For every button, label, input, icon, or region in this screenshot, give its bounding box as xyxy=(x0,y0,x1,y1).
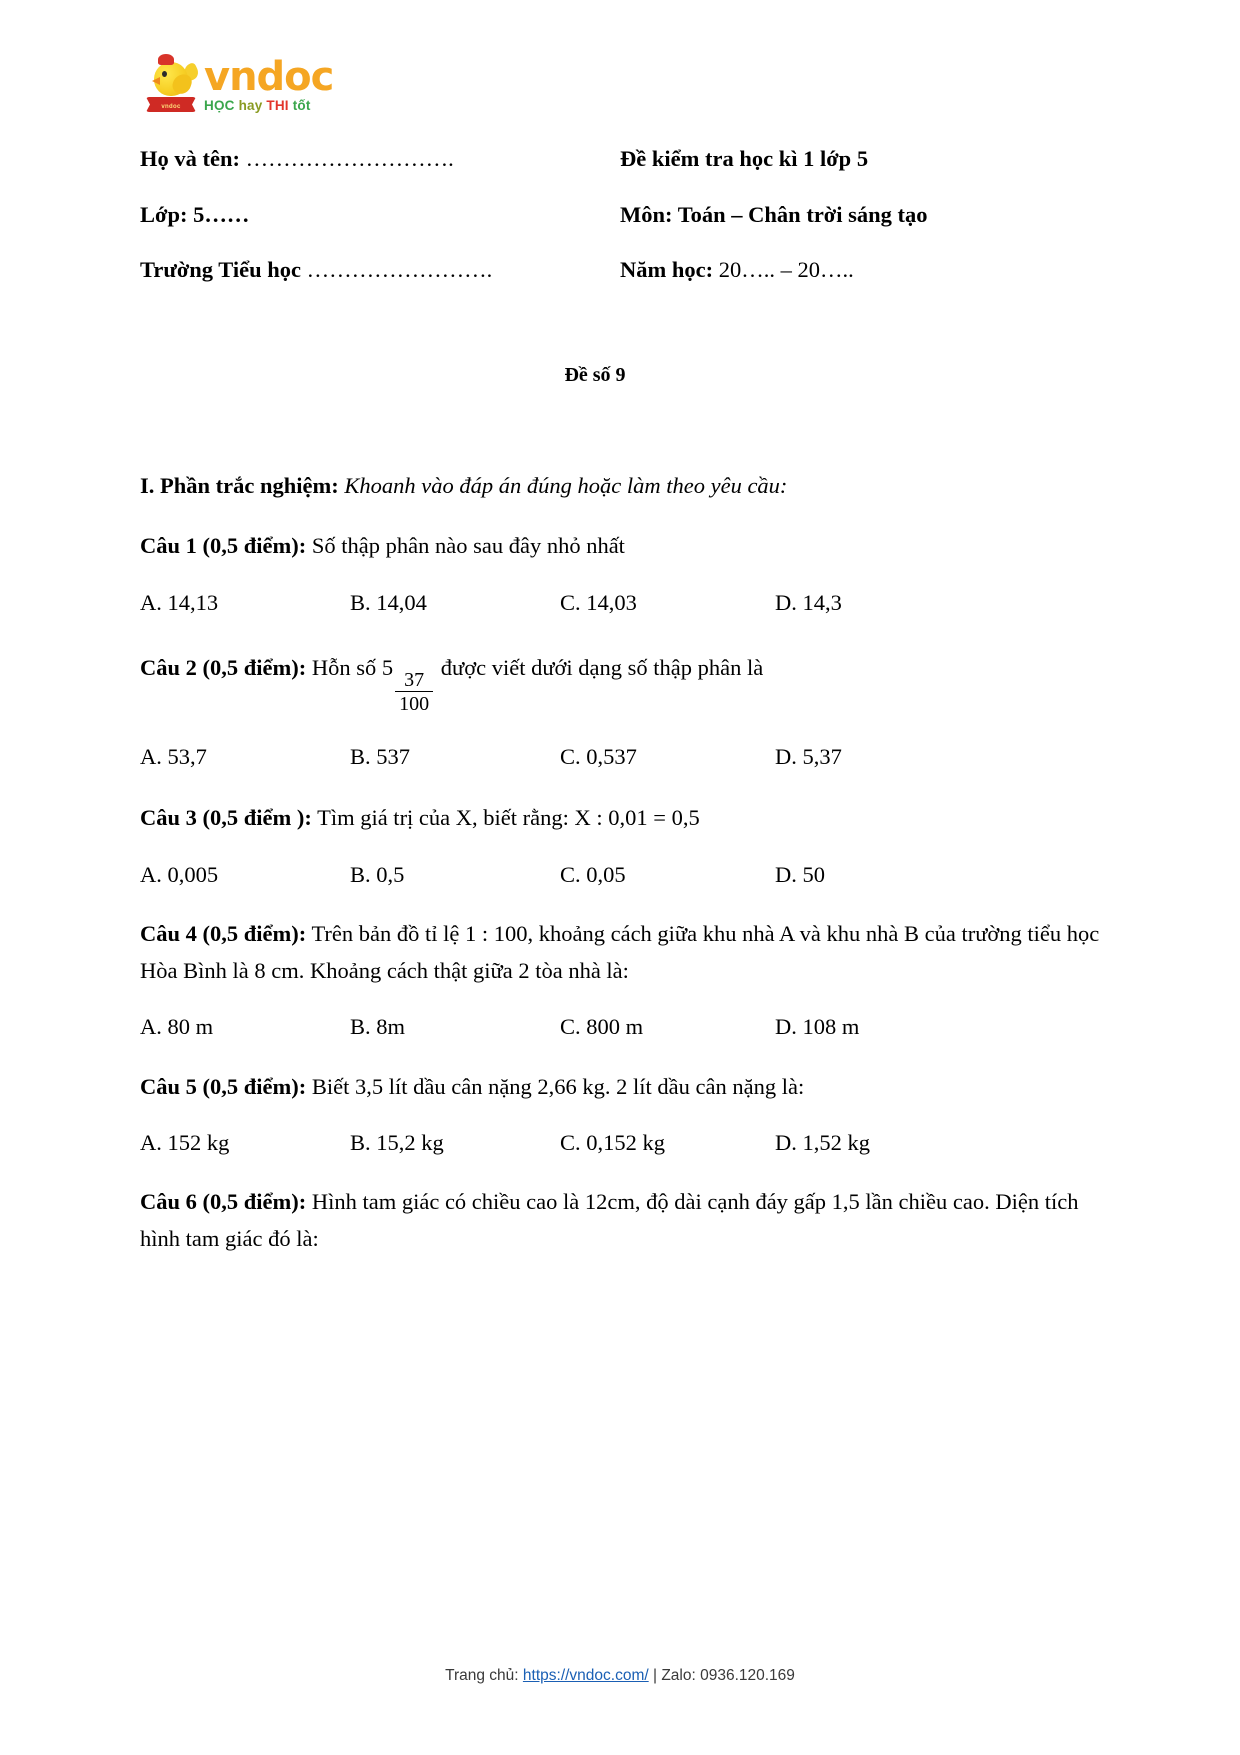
subject-value: Toán – Chân trời sáng tạo xyxy=(672,201,928,227)
subject-label: Môn: xyxy=(620,201,673,227)
header-row-class xyxy=(140,201,1100,227)
school-year-value: 20….. – 20….. xyxy=(713,257,854,282)
question-4-text: Trên bản đồ tỉ lệ 1 : 100, khoảng cách giữa khu nhà A và khu nhà B của trường tiểu học Hòa Bình là 8 cm. Khoảng cách thật giữa 2 tòa nhà là: xyxy=(140,921,1100,983)
question-2-label: Câu 2 (0,5 điểm): xyxy=(140,655,307,681)
section-heading xyxy=(140,473,1100,499)
logo-tagline-hoc: HỌC xyxy=(204,97,235,113)
question-5-option-d[interactable]: D. 1,52 kg xyxy=(775,1129,870,1155)
exam-header-info xyxy=(140,148,1100,282)
logo-ribbon-text: vndoc xyxy=(161,104,181,110)
question-1-options xyxy=(140,589,1100,615)
school-year-label: Năm học: xyxy=(620,257,714,282)
question-5-label: Câu 5 (0,5 điểm): xyxy=(140,1073,307,1099)
question-2-text-after: được viết dưới dạng số thập phân là xyxy=(435,655,764,681)
footer-prefix: Trang chủ: xyxy=(445,1667,523,1684)
question-3 xyxy=(140,800,1100,836)
question-2-option-d[interactable]: D. 5,37 xyxy=(775,743,842,769)
school-label: Trường Tiểu học xyxy=(140,257,301,282)
question-5-option-a[interactable]: A. 152 kg xyxy=(140,1129,230,1155)
question-4-option-b[interactable]: B. 8m xyxy=(350,1014,406,1040)
question-4-options xyxy=(140,1016,1100,1039)
section-label: I. Phần trắc nghiệm: xyxy=(140,472,339,498)
school-year-line xyxy=(620,259,854,282)
school-dots: ……………………. xyxy=(301,257,493,282)
question-1-option-c[interactable]: C. 14,03 xyxy=(560,589,637,615)
mixed-number-fraction xyxy=(395,670,433,714)
logo-tagline-hay: hay xyxy=(238,97,263,113)
question-6-text: Hình tam giác có chiều cao là 12cm, độ dài cạnh đáy gấp 1,5 lần chiều cao. Diện tích hình tam giác đó là: xyxy=(140,1189,1079,1251)
question-3-option-c[interactable]: C. 0,05 xyxy=(560,861,626,887)
question-2-option-b[interactable]: B. 537 xyxy=(350,743,411,769)
logo-tagline-thi: THI xyxy=(266,97,289,113)
subject-line xyxy=(620,201,928,227)
exam-title-line: Đề kiểm tra học kì 1 lớp 5 xyxy=(620,146,869,171)
exam-number-title: Đề số 9 xyxy=(564,363,626,386)
question-1-text: Số thập phân nào sau đây nhỏ nhất xyxy=(306,533,625,559)
question-1-option-b[interactable]: B. 14,04 xyxy=(350,589,427,615)
logo-tagline xyxy=(204,99,333,113)
chick-mascot-icon xyxy=(146,52,198,114)
question-6-label: Câu 6 (0,5 điểm): xyxy=(140,1189,307,1215)
footer-suffix: | Zalo: 0936.120.169 xyxy=(648,1667,795,1684)
question-3-option-b[interactable]: B. 0,5 xyxy=(350,861,405,887)
class-field: Lớp: 5…… xyxy=(140,201,250,227)
question-4 xyxy=(140,916,1100,989)
question-1-option-a[interactable]: A. 14,13 xyxy=(140,589,219,615)
question-5 xyxy=(140,1069,1100,1105)
question-2 xyxy=(140,650,1100,713)
header-row-name xyxy=(140,148,1100,171)
question-2-option-a[interactable]: A. 53,7 xyxy=(140,743,207,769)
header-row-school xyxy=(140,259,1100,282)
question-3-option-d[interactable]: D. 50 xyxy=(775,861,825,887)
question-3-text: Tìm giá trị của X, biết rằng: X : 0,01 = 0,5 xyxy=(311,805,700,831)
question-6 xyxy=(140,1184,1100,1257)
question-5-text: Biết 3,5 lít dầu cân nặng 2,66 kg. 2 lít dầu cân nặng là: xyxy=(306,1073,805,1099)
question-1 xyxy=(140,528,1100,564)
question-4-option-a[interactable]: A. 80 m xyxy=(140,1014,214,1040)
question-2-option-c[interactable]: C. 0,537 xyxy=(560,743,637,769)
question-3-options xyxy=(140,861,1100,887)
question-5-option-c[interactable]: C. 0,152 kg xyxy=(560,1129,666,1155)
question-1-option-d[interactable]: D. 14,3 xyxy=(775,589,842,615)
question-4-label: Câu 4 (0,5 điểm): xyxy=(140,921,307,947)
logo-tagline-tot: tốt xyxy=(292,97,311,113)
school-field xyxy=(140,259,620,282)
fraction-denominator: 100 xyxy=(395,691,433,714)
logo-wordmark: vndoc xyxy=(204,53,334,100)
question-3-label: Câu 3 (0,5 điểm ): xyxy=(140,805,312,831)
question-5-options xyxy=(140,1129,1100,1155)
section-instruction: Khoanh vào đáp án đúng hoặc làm theo yêu cầu: xyxy=(338,472,788,498)
page-footer xyxy=(0,1667,1240,1685)
question-1-label: Câu 1 (0,5 điểm): xyxy=(140,533,307,559)
question-3-option-a[interactable]: A. 0,005 xyxy=(140,861,219,887)
question-2-options xyxy=(140,743,1100,769)
footer-website-link[interactable]: https://vndoc.com/ xyxy=(522,1667,649,1684)
student-name-label: Họ và tên: xyxy=(140,146,240,171)
student-name-field xyxy=(140,148,620,171)
fraction-numerator: 37 xyxy=(404,668,425,691)
site-logo xyxy=(140,40,1100,126)
question-2-text-before: Hỗn số 5 xyxy=(306,655,394,681)
student-name-dots: ………………………. xyxy=(240,146,454,171)
question-5-option-b[interactable]: B. 15,2 kg xyxy=(350,1129,444,1155)
question-4-option-c[interactable]: C. 800 m xyxy=(560,1014,644,1040)
question-4-option-d[interactable]: D. 108 m xyxy=(775,1014,860,1040)
